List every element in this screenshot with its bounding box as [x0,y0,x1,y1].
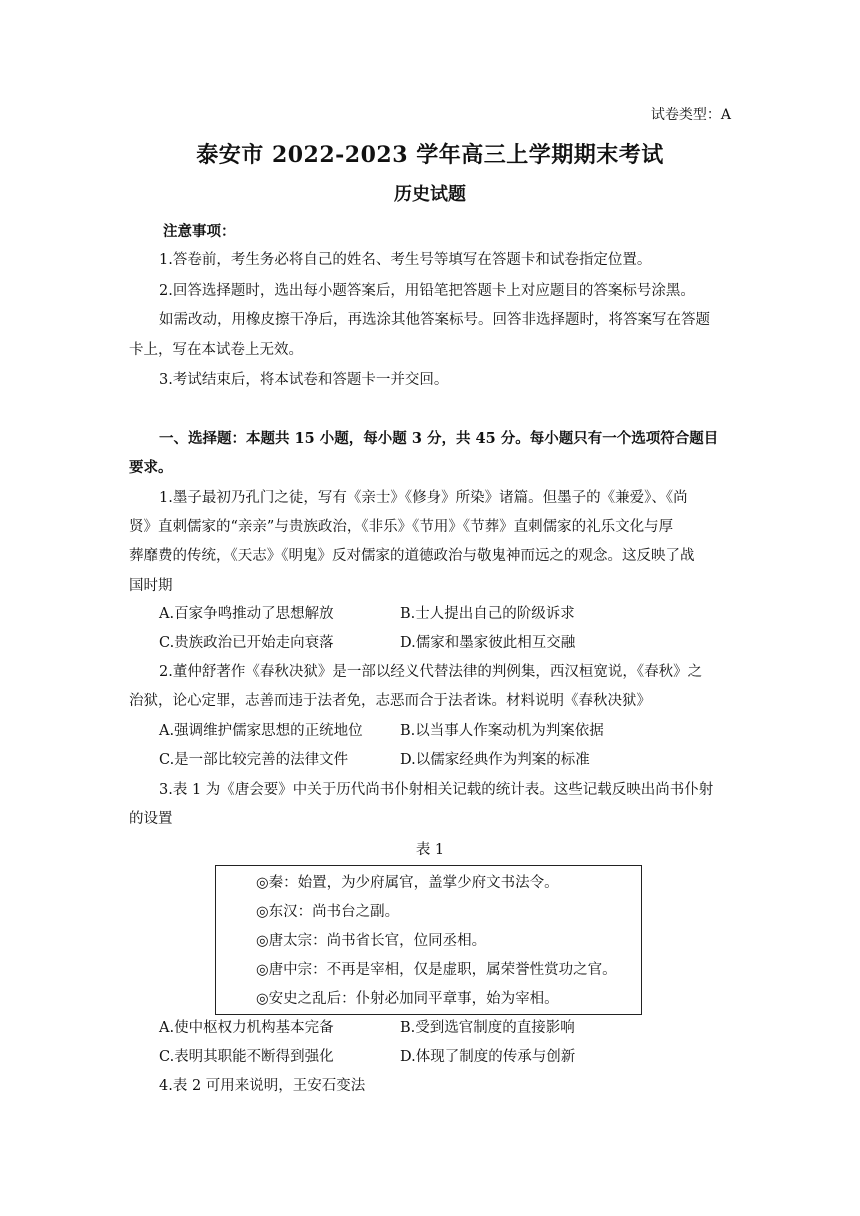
option-b: B.士人提出自己的阶级诉求 [400,606,575,622]
option-b: B.以当事人作案动机为判案依据 [400,723,604,739]
option-c: C.贵族政治已开始走向衰落 [159,635,334,651]
question-text: 国时期 [129,578,173,594]
question-text: 贤》直刺儒家的“亲亲”与贵族政治，《非乐》《节用》《节葬》直刺儒家的礼乐文化与厚 [129,519,674,535]
option-a: A.百家争鸣推动了思想解放 [159,606,334,622]
question-text: 4.表 2 可用来说明，王安石变法 [159,1078,366,1094]
table-row: ◎安史之乱后：仆射必加同平章事，始为宰相。 [256,991,559,1007]
question-text: 治狱，论心定罪，志善而违于法者免，志恶而合于法者诛。材料说明《春秋决狱》 [129,693,651,709]
table-row: ◎唐太宗：尚书省长官，位同丞相。 [256,933,487,949]
question-text: 2.董仲舒著作《春秋决狱》是一部以经义代替法律的判例集，西汉桓宽说，《春秋》之 [159,664,703,680]
notice-line: 2.回答选择题时，选出每小题答案后，用铅笔把答题卡上对应题目的答案标号涂黑。 [159,283,695,299]
table-row: ◎秦：始置，为少府属官，盖掌少府文书法令。 [256,875,559,891]
table-row: ◎唐中宗：不再是宰相，仅是虚职，属荣誉性赏功之官。 [256,962,617,978]
section-heading: 要求。 [129,459,173,476]
notice-line: 如需改动，用橡皮擦干净后，再选涂其他答案标号。回答非选择题时，将答案写在答题 [159,312,710,328]
table-row: ◎东汉：尚书台之副。 [256,904,400,920]
table-caption: 表 1 [415,842,445,858]
notice-line: 卡上，写在本试卷上无效。 [129,342,303,358]
data-table [215,865,642,1015]
option-b: B.受到选官制度的直接影响 [400,1020,575,1036]
section-heading: 一、选择题：本题共 15 小题，每小题 3 分，共 45 分。每小题只有一个选项符合题目 [159,430,719,447]
paper-type-label: 试卷类型：A [650,107,731,123]
notice-heading: 注意事项： [163,223,236,240]
notice-line: 1.答卷前，考生务必将自己的姓名、考生号等填写在答题卡和试卷指定位置。 [159,252,652,268]
question-text: 3.表 1 为《唐会要》中关于历代尚书仆射相关记载的统计表。这些记载反映出尚书仆射 [159,782,714,798]
option-d: D.体现了制度的传承与创新 [400,1049,576,1065]
exam-subtitle: 历史试题 [394,184,466,205]
question-text: 的设置 [129,811,173,827]
question-text: 1.墨子最初乃孔门之徒，写有《亲士》《修身》所染》诸篇。但墨子的《兼爱》、《尚 [159,490,688,506]
option-a: A.强调维护儒家思想的正统地位 [159,723,363,739]
exam-title: 泰安市 2022-2023 学年高三上学期期末考试 [196,142,664,168]
option-d: D.儒家和墨家彼此相互交融 [400,635,576,651]
option-a: A.使中枢权力机构基本完备 [159,1020,334,1036]
option-c: C.表明其职能不断得到强化 [159,1049,334,1065]
option-d: D.以儒家经典作为判案的标准 [400,752,590,768]
notice-line: 3.考试结束后，将本试卷和答题卡一并交回。 [159,372,449,388]
option-c: C.是一部比较完善的法律文件 [159,752,349,768]
question-text: 葬靡费的传统，《天志》《明鬼》反对儒家的道德政治与敬鬼神而远之的观念。这反映了战 [129,548,695,564]
